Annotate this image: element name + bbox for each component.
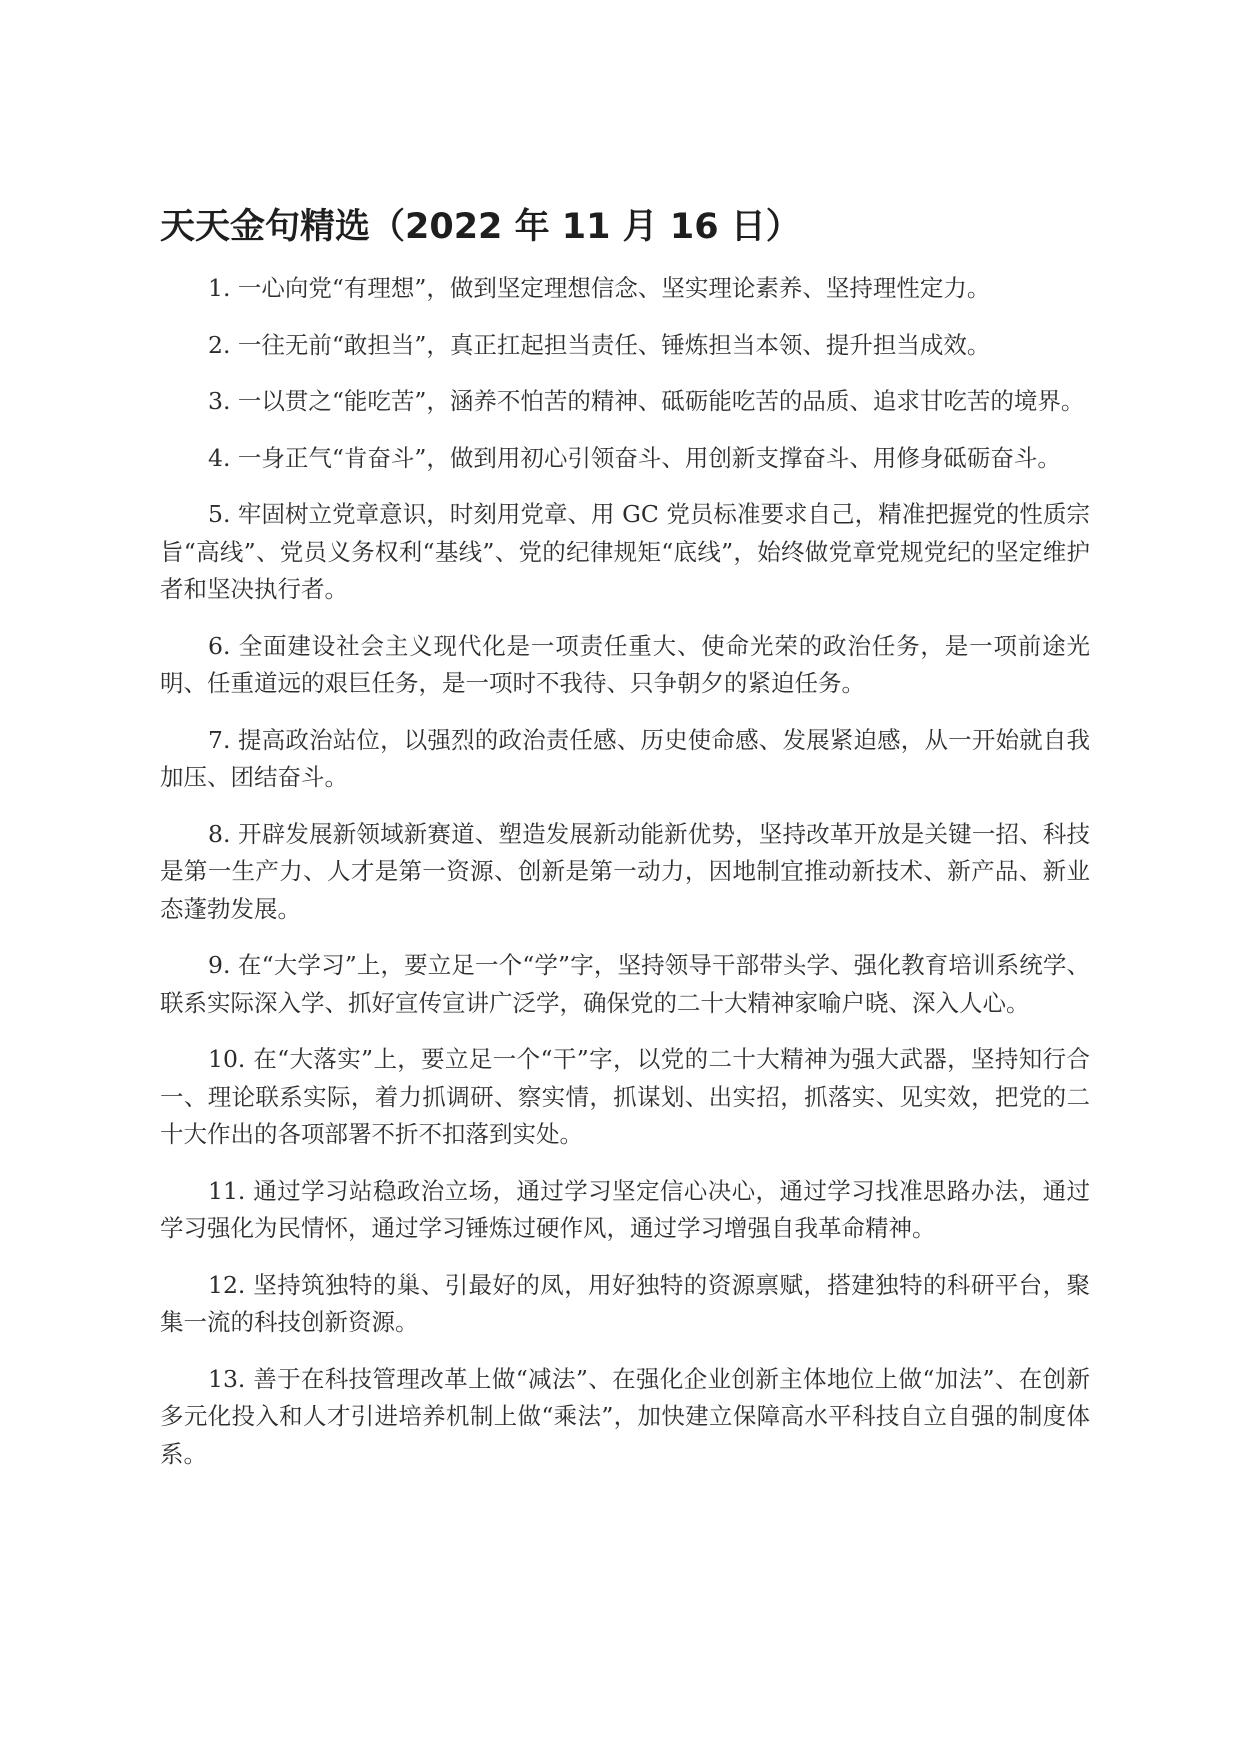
- quote-item-6: 6. 全面建设社会主义现代化是一项责任重大、使命光荣的政治任务，是一项前途光明、任重道远的艰巨任务，是一项时不我待、只争朝夕的紧迫任务。: [160, 631, 1090, 697]
- quote-list: [160, 270, 1090, 1492]
- quote-item-4: 4. 一身正气“肯奋斗”，做到用初心引领奋斗、用创新支撑奋斗、用修身砥砺奋斗。: [208, 443, 1061, 472]
- quote-item-11: 11. 通过学习站稳政治立场，通过学习坚定信心决心，通过学习找准思路办法，通过学习强化为民情怀，通过学习锤炼过硬作风，通过学习增强自我革命精神。: [160, 1176, 1090, 1242]
- quote-item-13: 13. 善于在科技管理改革上做“减法”、在强化企业创新主体地位上做“加法”、在创新多元化投入和人才引进培养机制上做“乘法”，加快建立保障高水平科技自立自强的制度体系。: [160, 1364, 1090, 1468]
- quote-item-1: 1. 一心向党“有理想”，做到坚定理想信念、坚实理论素养、坚持理性定力。: [208, 274, 991, 302]
- document-title: 天天金句精选（2022 年 11 月 16 日）: [160, 207, 801, 247]
- quote-item-7: 7. 提高政治站位，以强烈的政治责任感、历史使命感、发展紧迫感，从一开始就自我加压、团结奋斗。: [160, 725, 1090, 791]
- quote-item-12: 12. 坚持筑独特的巢、引最好的凤，用好独特的资源禀赋，搭建独特的科研平台，聚集一流的科技创新资源。: [160, 1270, 1090, 1336]
- quote-item-10: 10. 在“大落实”上，要立足一个“干”字，以党的二十大精神为强大武器，坚持知行合一、理论联系实际，着力抓调研、察实情，抓谋划、出实招，抓落实、见实效，把党的二十大作出的各项部署不折不扣落到实处。: [160, 1045, 1090, 1148]
- quote-item-5: 5. 牢固树立党章意识，时刻用党章、用 GC 党员标准要求自己，精准把握党的性质宗旨“高线”、党员义务权利“基线”、党的纪律规矩“底线”，始终做党章党规党纪的坚定维护者和坚决执行者。: [160, 500, 1090, 603]
- quote-item-3: 3. 一以贯之“能吃苦”，涵养不怕苦的精神、砥砺能吃苦的品质、追求甘吃苦的境界。: [208, 387, 1085, 415]
- quote-item-8: 8. 开辟发展新领域新赛道、塑造发展新动能新优势，坚持改革开放是关键一招、科技是第一生产力、人才是第一资源、创新是第一动力，因地制宜推动新技术、新产品、新业态蓬勃发展。: [160, 819, 1090, 923]
- quote-item-9: 9. 在“大学习”上，要立足一个“学”字，坚持领导干部带头学、强化教育培训系统学、联系实际深入学、抓好宣传宣讲广泛学，确保党的二十大精神家喻户晓、深入人心。: [160, 951, 1090, 1017]
- quote-item-2: 2. 一往无前“敢担当”，真正扛起担当责任、锤炼担当本领、提升担当成效。: [208, 330, 991, 359]
